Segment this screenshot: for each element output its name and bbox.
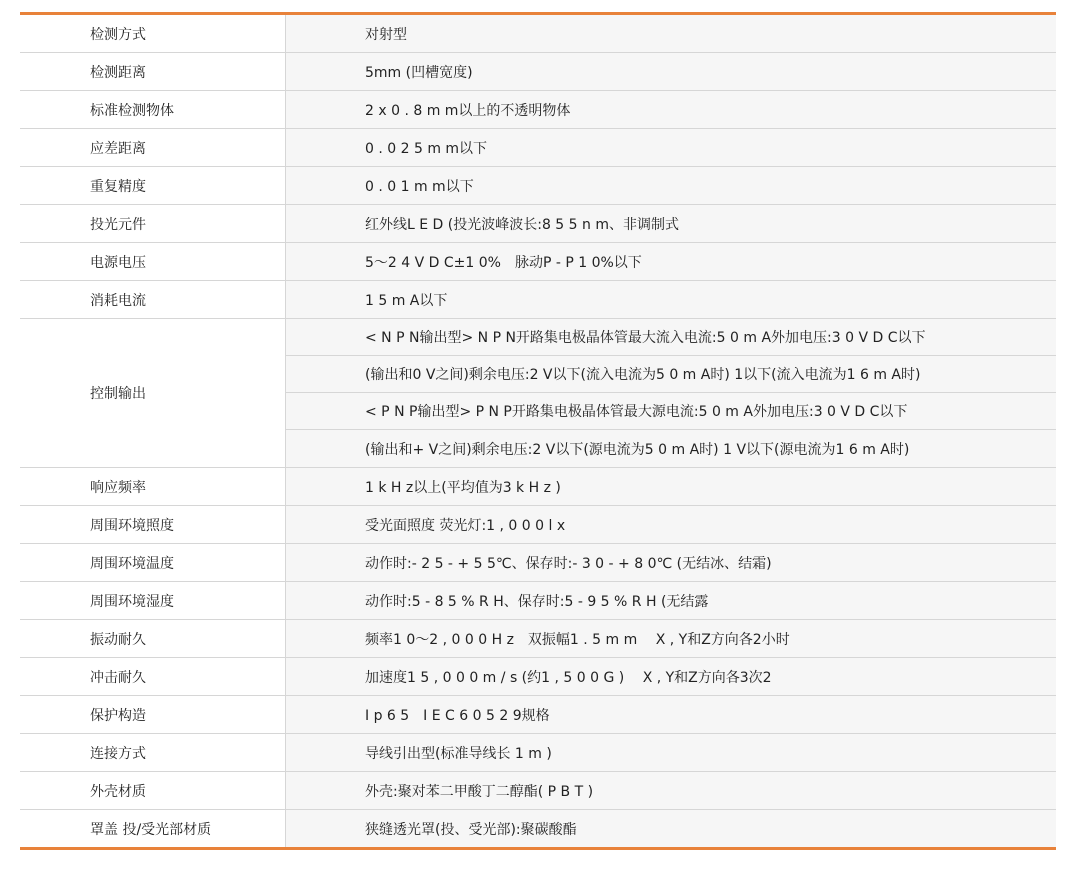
row-label: 应差距离 [20, 129, 286, 166]
row-values [286, 53, 1056, 90]
row-values [286, 167, 1056, 204]
table-row [20, 167, 1056, 205]
row-values [286, 506, 1056, 543]
table-row [20, 205, 1056, 243]
row-values [286, 658, 1056, 695]
row-values [286, 734, 1056, 771]
row-value: 0 . 0 2 5 m m以下 [286, 129, 1056, 166]
row-value: (输出和+ V之间)剩余电压:2 V以下(源电流为5 0 m A时) 1 V以下(源电流为1 6 m A时) [286, 430, 1056, 467]
row-label: 标准检测物体 [20, 91, 286, 128]
row-values [286, 696, 1056, 733]
table-row [20, 734, 1056, 772]
row-label: 保护构造 [20, 696, 286, 733]
table-row [20, 582, 1056, 620]
row-value: 0 . 0 1 m m以下 [286, 167, 1056, 204]
table-row [20, 658, 1056, 696]
row-label: 检测距离 [20, 53, 286, 90]
row-values [286, 582, 1056, 619]
row-label: 振动耐久 [20, 620, 286, 657]
row-value: 频率1 0～2 , 0 0 0 H z 双振幅1 . 5 m m X , Y和Z方向各2小时 [286, 620, 1056, 657]
row-value: 外壳:聚对苯二甲酸丁二醇酯( P B T ) [286, 772, 1056, 809]
row-value: 导线引出型(标准导线长 1 m ) [286, 734, 1056, 771]
row-values [286, 810, 1056, 847]
row-values [286, 281, 1056, 318]
table-row [20, 281, 1056, 319]
row-label: 连接方式 [20, 734, 286, 771]
row-value: < N P N输出型> N P N开路集电极晶体管最大流入电流:5 0 m A外加电压:3 0 V D C以下 [286, 319, 1056, 356]
row-label: 罩盖 投/受光部材质 [20, 810, 286, 847]
table-row [20, 129, 1056, 167]
row-value: 5～2 4 V D C±1 0% 脉动P - P 1 0%以下 [286, 243, 1056, 280]
row-label: 冲击耐久 [20, 658, 286, 695]
row-values [286, 91, 1056, 128]
row-value: 动作时:5 - 8 5 % R H、保存时:5 - 9 5 % R H (无结露 [286, 582, 1056, 619]
table-row [20, 15, 1056, 53]
row-values [286, 544, 1056, 581]
row-label: 外壳材质 [20, 772, 286, 809]
table-row [20, 468, 1056, 506]
row-value: (输出和0 V之间)剩余电压:2 V以下(流入电流为5 0 m A时) 1以下(流入电流为1 6 m A时) [286, 356, 1056, 393]
row-value: 受光面照度 荧光灯:1 , 0 0 0 l x [286, 506, 1056, 543]
table-row [20, 696, 1056, 734]
row-label: 投光元件 [20, 205, 286, 242]
row-label: 重复精度 [20, 167, 286, 204]
row-label: 周围环境照度 [20, 506, 286, 543]
row-label: 周围环境湿度 [20, 582, 286, 619]
row-value: 加速度1 5 , 0 0 0 m / s (约1 , 5 0 0 G ) X , Y和Z方向各3次2 [286, 658, 1056, 695]
row-label: 检测方式 [20, 15, 286, 52]
row-value: 动作时:- 2 5 - + 5 5℃、保存时:- 3 0 - + 8 0℃ (无结冰、结霜) [286, 544, 1056, 581]
row-values [286, 129, 1056, 166]
spec-table [20, 12, 1056, 850]
table-row [20, 544, 1056, 582]
table-row [20, 772, 1056, 810]
row-values [286, 319, 1056, 467]
row-value: < P N P输出型> P N P开路集电极晶体管最大源电流:5 0 m A外加电压:3 0 V D C以下 [286, 393, 1056, 430]
table-row [20, 319, 1056, 468]
table-row [20, 810, 1056, 847]
row-values [286, 15, 1056, 52]
row-value: 1 k H z以上(平均值为3 k H z ) [286, 468, 1056, 505]
table-row [20, 506, 1056, 544]
row-label: 周围环境温度 [20, 544, 286, 581]
row-label: 消耗电流 [20, 281, 286, 318]
row-values [286, 205, 1056, 242]
table-row [20, 91, 1056, 129]
table-row [20, 620, 1056, 658]
row-values [286, 468, 1056, 505]
row-values [286, 772, 1056, 809]
row-value: 1 5 m A以下 [286, 281, 1056, 318]
row-label: 响应频率 [20, 468, 286, 505]
row-label: 控制输出 [20, 319, 286, 467]
row-value: 狭缝透光罩(投、受光部):聚碳酸酯 [286, 810, 1056, 847]
table-row [20, 243, 1056, 281]
row-value: 对射型 [286, 15, 1056, 52]
row-value: I p 6 5 I E C 6 0 5 2 9规格 [286, 696, 1056, 733]
row-value: 2 x 0 . 8 m m以上的不透明物体 [286, 91, 1056, 128]
table-row [20, 53, 1056, 91]
row-label: 电源电压 [20, 243, 286, 280]
row-values [286, 243, 1056, 280]
row-values [286, 620, 1056, 657]
row-value: 5mm (凹槽宽度) [286, 53, 1056, 90]
row-value: 红外线L E D (投光波峰波长:8 5 5 n m、非调制式 [286, 205, 1056, 242]
